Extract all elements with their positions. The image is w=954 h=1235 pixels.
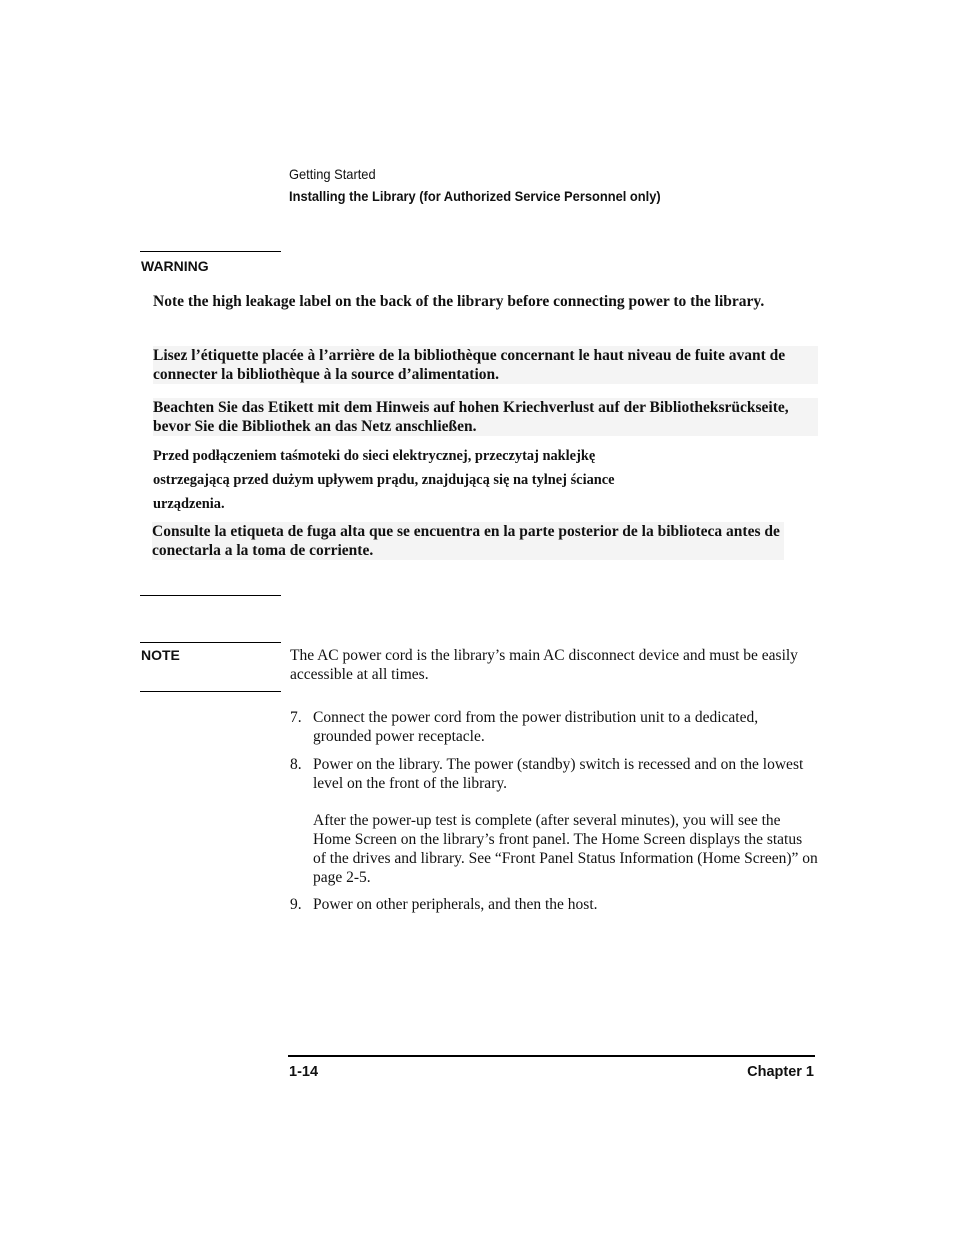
warning-text-spanish: Consulte la etiqueta de fuga alta que se encuentra en la parte posterior de la biblioteca antes de conectarla a la toma de corriente.: [152, 522, 784, 560]
warning-text-english: Note the high leakage label on the back of the library before connecting power to the library.: [153, 293, 765, 310]
step-8: [290, 755, 818, 887]
step-number: 8.: [290, 756, 302, 773]
warning-text-polish: Przed podłączeniem taśmoteki do sieci elektrycznej, przeczytaj naklejkę ostrzegającą przed dużym upływem prądu, znajdującą się na tylnej ściance urządzenia.: [153, 448, 615, 512]
step-text: Power on other peripherals, and then the host.: [313, 896, 598, 913]
step-text: Power on the library. The power (standby) switch is recessed and on the lowest level on the front of the library.: [313, 756, 804, 792]
page-number: 1-14: [289, 1064, 319, 1080]
footer-rule: [288, 1055, 815, 1057]
chapter-label: Chapter 1: [747, 1064, 814, 1080]
step-7: [290, 708, 818, 746]
step-detail: After the power-up test is complete (after several minutes), you will see the Home Screen on the library’s front panel. The Home Screen displays the status of the drives and library. See “Front Panel Status Information (Home Screen)” on page 2-5.: [313, 812, 818, 886]
warning-label: WARNING: [141, 258, 209, 274]
warning-top-rule: [140, 251, 281, 252]
running-header-subsection: Installing the Library (for Authorized Service Personnel only): [289, 188, 661, 204]
warning-text-german: Beachten Sie das Etikett mit dem Hinweis auf hohen Kriechverlust auf der Bibliotheksrückseite, bevor Sie die Bibliothek an das Netz anschließen.: [153, 398, 818, 436]
note-bottom-rule: [140, 691, 281, 692]
note-label: NOTE: [141, 647, 180, 663]
running-header-section: Getting Started: [289, 166, 376, 182]
step-text: Connect the power cord from the power distribution unit to a dedicated, grounded power receptacle.: [313, 709, 759, 745]
warning-bottom-rule: [140, 595, 281, 596]
warning-text-french: Lisez l’étiquette placée à l’arrière de la bibliothèque concernant le haut niveau de fuite avant de connecter la bibliothèque à la source d’alimentation.: [153, 346, 818, 384]
step-number: 7.: [290, 709, 302, 726]
step-9: [290, 895, 818, 914]
step-number: 9.: [290, 896, 302, 913]
note-text: The AC power cord is the library’s main AC disconnect device and must be easily accessible at all times.: [290, 647, 798, 683]
note-top-rule: [140, 642, 281, 643]
